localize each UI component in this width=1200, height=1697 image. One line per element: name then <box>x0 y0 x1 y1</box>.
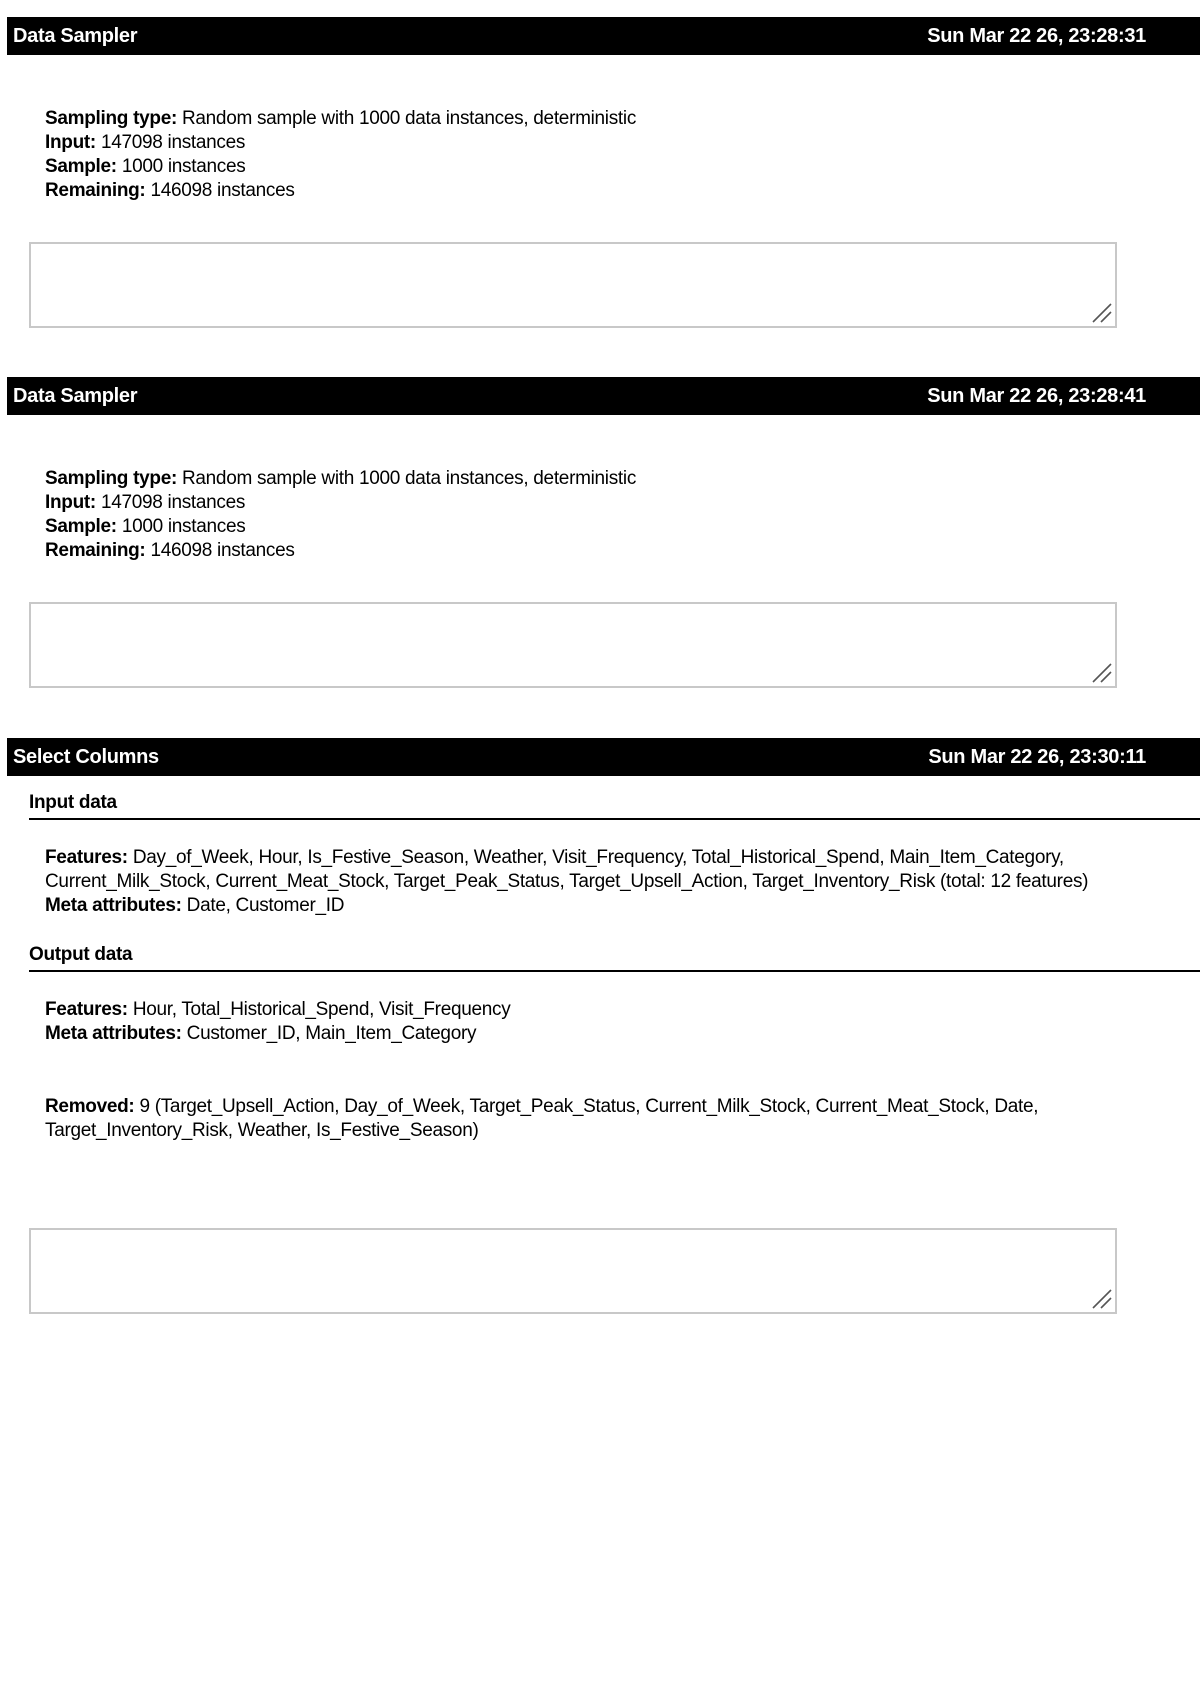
output-data-info <box>45 998 1200 1046</box>
sampling-type-value: Random sample with 1000 data instances, deterministic <box>181 108 637 129</box>
section-timestamp: Sun Mar 22 26, 23:30:11 <box>928 746 1146 768</box>
meta-attributes-label: Meta attributes: <box>45 1023 182 1044</box>
remaining-value: 146098 instances <box>150 540 295 561</box>
resize-grip-icon[interactable] <box>1089 660 1113 684</box>
output-features-line <box>45 998 1200 1022</box>
sampling-type-label: Sampling type: <box>45 468 177 489</box>
input-line <box>45 491 1200 515</box>
comment-textarea[interactable] <box>29 1228 1117 1314</box>
report-section-data-sampler-2 <box>7 377 1200 563</box>
removed-label: Removed: <box>45 1096 135 1117</box>
sampler-info <box>45 467 1200 563</box>
features-label: Features: <box>45 847 128 868</box>
comment-textarea[interactable] <box>29 602 1117 688</box>
output-meta-line <box>45 1022 1200 1046</box>
input-features-line-2 <box>45 870 1200 894</box>
section-timestamp: Sun Mar 22 26, 23:28:41 <box>927 385 1146 407</box>
input-line <box>45 131 1200 155</box>
removed-info <box>45 1095 1200 1143</box>
sample-value: 1000 instances <box>121 516 246 537</box>
input-features-value-cont: Current_Milk_Stock, Current_Meat_Stock, Target_Peak_Status, Target_Upsell_Action, Target_Inventory_Risk (total: 12 features) <box>45 871 1089 892</box>
report-section-data-sampler-1 <box>7 17 1200 203</box>
section-title: Select Columns <box>13 746 159 768</box>
section-header <box>7 738 1200 776</box>
meta-attributes-label: Meta attributes: <box>45 895 182 916</box>
removed-line <box>45 1095 1200 1119</box>
remaining-label: Remaining: <box>45 180 146 201</box>
sampler-info <box>45 107 1200 203</box>
output-meta-value: Customer_ID, Main_Item_Category <box>186 1023 477 1044</box>
input-data-heading: Input data <box>29 792 1200 820</box>
section-header <box>7 377 1200 415</box>
removed-line-2 <box>45 1119 1200 1143</box>
sampling-type-line <box>45 107 1200 131</box>
section-title: Data Sampler <box>13 25 138 47</box>
input-features-value: Day_of_Week, Hour, Is_Festive_Season, Weather, Visit_Frequency, Total_Historical_Spend, Main_Item_Category, <box>132 847 1064 868</box>
removed-value-cont: Target_Inventory_Risk, Weather, Is_Festive_Season) <box>45 1120 479 1141</box>
output-data-heading: Output data <box>29 944 1200 972</box>
remaining-label: Remaining: <box>45 540 146 561</box>
input-label: Input: <box>45 492 96 513</box>
section-header <box>7 17 1200 55</box>
removed-value: 9 (Target_Upsell_Action, Day_of_Week, Target_Peak_Status, Current_Milk_Stock, Current_Meat_Stock, Date, <box>139 1096 1039 1117</box>
input-value: 147098 instances <box>100 492 246 513</box>
sample-line <box>45 515 1200 539</box>
sample-label: Sample: <box>45 516 117 537</box>
input-meta-value: Date, Customer_ID <box>186 895 345 916</box>
remaining-line <box>45 179 1200 203</box>
sampling-type-value: Random sample with 1000 data instances, deterministic <box>181 468 637 489</box>
input-meta-line <box>45 894 1200 918</box>
comment-textarea[interactable] <box>29 242 1117 328</box>
report-section-select-columns <box>7 738 1200 1143</box>
sample-label: Sample: <box>45 156 117 177</box>
input-label: Input: <box>45 132 96 153</box>
resize-grip-icon[interactable] <box>1089 300 1113 324</box>
input-features-line <box>45 846 1200 870</box>
output-features-value: Hour, Total_Historical_Spend, Visit_Frequency <box>132 999 511 1020</box>
input-value: 147098 instances <box>100 132 246 153</box>
input-data-info <box>45 846 1200 918</box>
section-title: Data Sampler <box>13 385 138 407</box>
remaining-value: 146098 instances <box>150 180 295 201</box>
sample-line <box>45 155 1200 179</box>
features-label: Features: <box>45 999 128 1020</box>
resize-grip-icon[interactable] <box>1089 1286 1113 1310</box>
section-timestamp: Sun Mar 22 26, 23:28:31 <box>927 25 1146 47</box>
sample-value: 1000 instances <box>121 156 246 177</box>
sampling-type-label: Sampling type: <box>45 108 177 129</box>
remaining-line <box>45 539 1200 563</box>
sampling-type-line <box>45 467 1200 491</box>
